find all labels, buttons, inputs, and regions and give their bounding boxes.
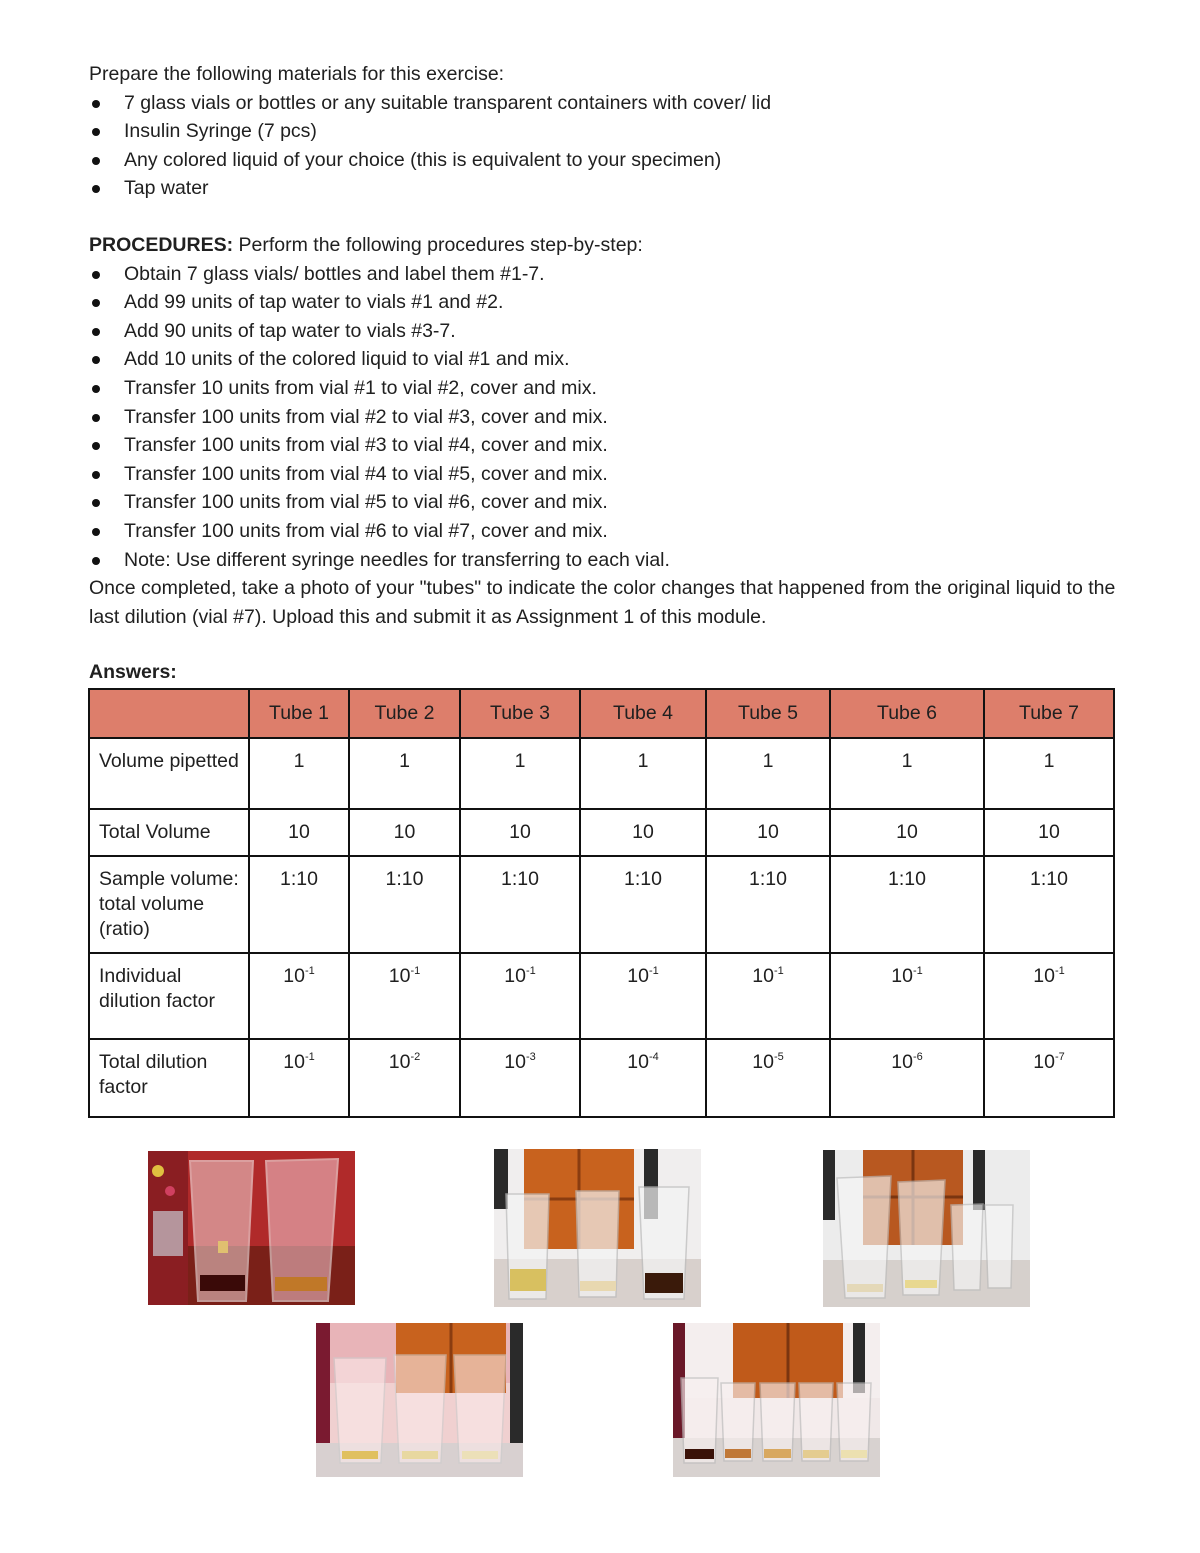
materials-list	[89, 89, 1124, 203]
table-cell: 10	[706, 809, 830, 856]
table-cell: 10	[249, 809, 349, 856]
table-cell: $10^{-3}$	[460, 1039, 580, 1117]
table-cell: 10	[984, 809, 1114, 856]
table-cell: 10	[580, 809, 706, 856]
row-label: Total dilution factor	[89, 1039, 249, 1117]
table-row	[89, 856, 1114, 953]
list-item: 7 glass vials or bottles or any suitable transparent containers with cover/ lid	[89, 89, 1124, 118]
table-cell: $10^{-1}$	[706, 953, 830, 1039]
table-cell: 1:10	[349, 856, 460, 953]
table-cell: 10	[349, 809, 460, 856]
table-header-row	[89, 689, 1114, 738]
table-cell: 1:10	[249, 856, 349, 953]
list-item: Transfer 100 units from vial #4 to vial #5, cover and mix.	[89, 460, 1124, 489]
photo-two-glasses-red-background	[148, 1151, 355, 1305]
table-cell: $10^{-7}$	[984, 1039, 1114, 1117]
header-cell: Tube 4	[580, 689, 706, 738]
table-cell: 1	[580, 738, 706, 809]
table-cell: 1:10	[706, 856, 830, 953]
table-row	[89, 809, 1114, 856]
table-row	[89, 738, 1114, 809]
list-item: Note: Use different syringe needles for transferring to each vial.	[89, 546, 1124, 575]
table-cell: $10^{-1}$	[984, 953, 1114, 1039]
table-cell: $10^{-4}$	[580, 1039, 706, 1117]
row-label: Total Volume	[89, 809, 249, 856]
table-cell: $10^{-1}$	[580, 953, 706, 1039]
procedures-list	[89, 260, 1124, 575]
header-cell: Tube 6	[830, 689, 984, 738]
header-cell: Tube 3	[460, 689, 580, 738]
header-cell: Tube 7	[984, 689, 1114, 738]
row-label: Individual dilution factor	[89, 953, 249, 1039]
procedures-intro: PROCEDURES: Perform the following procedures step-by-step:	[89, 233, 643, 256]
table-cell: $10^{-1}$	[349, 953, 460, 1039]
photo-five-glasses-row	[823, 1150, 1030, 1307]
list-item: Tap water	[89, 174, 1124, 203]
list-item: Add 99 units of tap water to vials #1 and #2.	[89, 288, 1124, 317]
list-item: Add 90 units of tap water to vials #3-7.	[89, 317, 1124, 346]
table-cell: 1:10	[984, 856, 1114, 953]
table-cell: $10^{-1}$	[830, 953, 984, 1039]
photo-three-glasses-pale	[316, 1323, 523, 1477]
table-cell: 1	[460, 738, 580, 809]
list-item: Transfer 10 units from vial #1 to vial #2, cover and mix.	[89, 374, 1124, 403]
table-cell: 10	[460, 809, 580, 856]
list-item: Transfer 100 units from vial #2 to vial #3, cover and mix.	[89, 403, 1124, 432]
table-cell: $10^{-1}$	[249, 1039, 349, 1117]
table-cell: 1:10	[830, 856, 984, 953]
table-cell: $10^{-1}$	[249, 953, 349, 1039]
table-cell: $10^{-2}$	[349, 1039, 460, 1117]
table-cell: 1	[249, 738, 349, 809]
table-cell: $10^{-6}$	[830, 1039, 984, 1117]
procedures-heading: PROCEDURES:	[89, 233, 234, 256]
list-item: Add 10 units of the colored liquid to vial #1 and mix.	[89, 345, 1124, 374]
row-label: Sample volume: total volume (ratio)	[89, 856, 249, 953]
answers-table	[88, 688, 1115, 1118]
table-cell: 1	[349, 738, 460, 809]
header-cell	[89, 689, 249, 738]
list-item: Transfer 100 units from vial #3 to vial #4, cover and mix.	[89, 431, 1124, 460]
list-item: Transfer 100 units from vial #6 to vial #7, cover and mix.	[89, 517, 1124, 546]
materials-intro: Prepare the following materials for this exercise:	[89, 63, 505, 85]
row-label: Volume pipetted	[89, 738, 249, 809]
table-cell: 1	[830, 738, 984, 809]
table-cell: 1:10	[460, 856, 580, 953]
table-cell: $10^{-5}$	[706, 1039, 830, 1117]
list-item: Obtain 7 glass vials/ bottles and label them #1-7.	[89, 260, 1124, 289]
answers-label: Answers:	[89, 661, 177, 684]
table-cell: 1	[984, 738, 1114, 809]
list-item: Any colored liquid of your choice (this is equivalent to your specimen)	[89, 146, 1124, 175]
document-body	[89, 60, 1124, 687]
photo-three-glasses-yellow-dark	[494, 1149, 701, 1307]
table-row	[89, 1039, 1114, 1117]
list-item: Insulin Syringe (7 pcs)	[89, 117, 1124, 146]
list-item: Transfer 100 units from vial #5 to vial #6, cover and mix.	[89, 488, 1124, 517]
closing-paragraph: Once completed, take a photo of your "tubes" to indicate the color changes that happened from the original liquid to the last dilution (vial #7). Upload this and submit it as Assignment 1 of this module.	[89, 577, 1116, 628]
table-cell: 1	[706, 738, 830, 809]
table-cell: $10^{-1}$	[460, 953, 580, 1039]
header-cell: Tube 5	[706, 689, 830, 738]
table-cell: 1:10	[580, 856, 706, 953]
photo-five-glasses-gradient	[673, 1323, 880, 1477]
table-cell: 10	[830, 809, 984, 856]
header-cell: Tube 1	[249, 689, 349, 738]
table-row	[89, 953, 1114, 1039]
header-cell: Tube 2	[349, 689, 460, 738]
